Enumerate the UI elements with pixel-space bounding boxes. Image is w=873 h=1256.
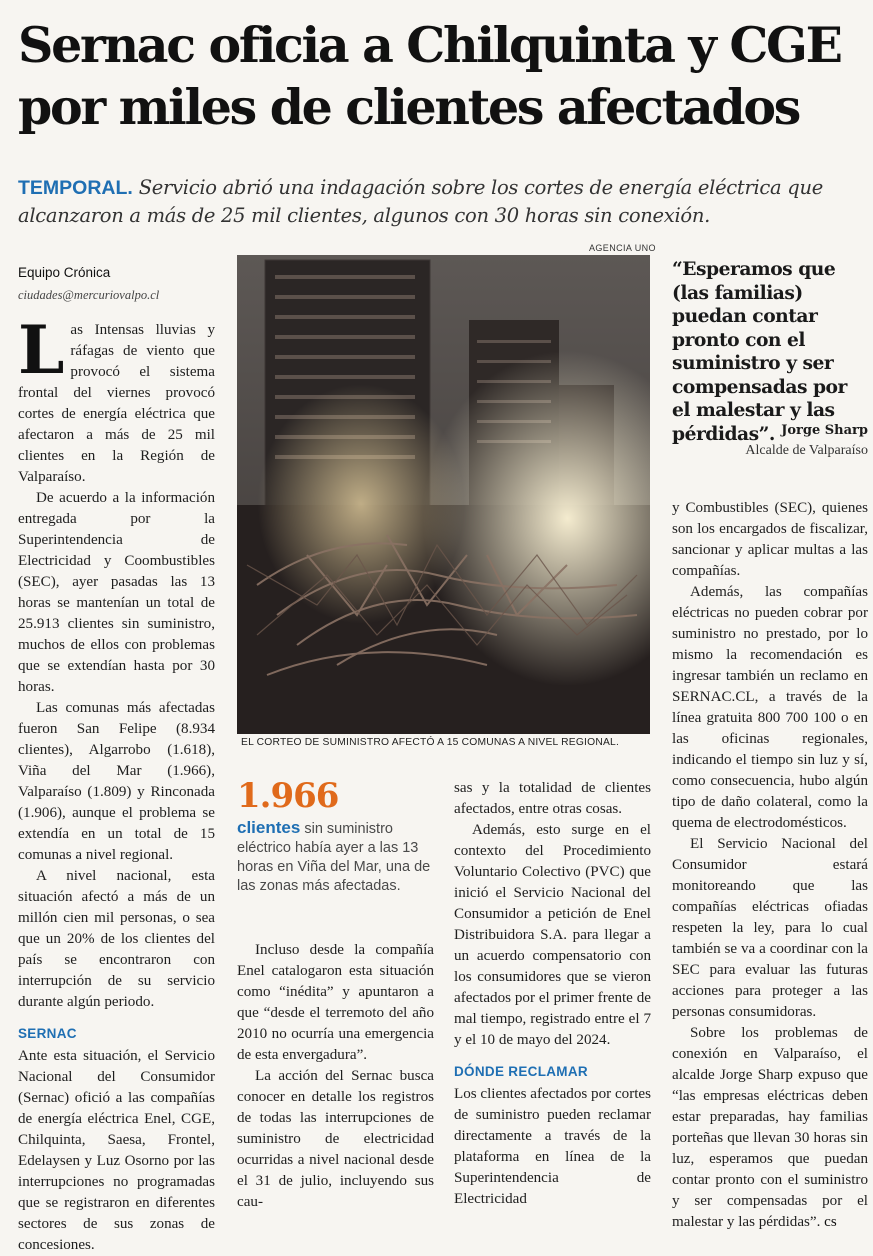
col2-paragraph-2: La acción del Sernac busca conocer en detalle los registros de todas las interrupciones de suministro de electricidad ocurridas a nivel nacional desde el 31 de julio, incluyendo sus cau-	[237, 1068, 434, 1210]
col2-paragraph-1: Incluso desde la compañía Enel catalogaron esta situación como “inédita” y apuntaron a que “desde el terremoto del año 2010 no ocurría una emergencia de esta envergadura”.	[237, 942, 434, 1063]
lead-kicker: TEMPORAL.	[18, 177, 133, 199]
quote-author: Jorge Sharp	[781, 423, 868, 438]
drop-cap: L	[18, 311, 65, 389]
headline-line-1: Sernac oficia a Chilquinta y CGE	[18, 16, 841, 74]
col1-paragraph-1	[18, 311, 215, 488]
col1-paragraph-3: Las comunas más afectadas fueron San Felipe (8.934 clientes), Algarrobo (1.618), Viña del Mar (1.966), Valparaíso (1.809) y Rinconada (1.906), aunque el problema se extendía en un total de 15 comunas a nivel regional.	[18, 700, 215, 863]
col1-paragraph-5: Ante esta situación, el Servicio Nacional del Consumidor (Sernac) ofició a las compañías de energía eléctrica Enel, CGE, Chilquinta, Saesa, Frontel, Edelaysen y Luz Osorno por las interrupciones no programadas que se registraron en diferentes sectores de sus zonas de concesiones.	[18, 1048, 215, 1253]
lead-text: Servicio abrió una indagación sobre los cortes de energía eléctrica que alcanzaron a más de 25 mil clientes, algunos con 30 horas sin conexión.	[18, 176, 823, 227]
lead-paragraph	[18, 174, 863, 230]
subhead-donde-reclamar: DÓNDE RECLAMAR	[454, 1064, 588, 1079]
stat-number: 1.966	[237, 776, 339, 816]
col4-paragraph-1: y Combustibles (SEC), quienes son los encargados de fiscalizar, sancionar y aplicar multas a las compañías.	[672, 500, 868, 579]
stat-text: sin suministro eléctrico había ayer a las 13 horas en Viña del Mar, una de las zonas más afectadas.	[237, 821, 431, 894]
col3-paragraph-3: Los clientes afectados por cortes de suministro pueden reclamar directamente a través de la plataforma en línea de la Superintendencia de Electricidad	[454, 1086, 651, 1207]
article-column-2	[237, 940, 434, 1213]
col3-paragraph-1: sas y la totalidad de clientes afectados, entre otras cosas.	[454, 780, 651, 817]
stat-label: clientes	[237, 818, 301, 837]
quote-author-role: Alcalde de Valparaíso	[745, 443, 868, 458]
article-column-1	[18, 262, 215, 1256]
news-photo	[237, 255, 650, 734]
stat-description	[237, 818, 437, 896]
byline-email: ciudades@mercuriovalpo.cl	[18, 288, 160, 302]
subhead-sernac: SERNAC	[18, 1026, 77, 1041]
end-mark: cs	[824, 1214, 837, 1230]
col4-paragraph-2: Además, las compañías eléctricas no pueden cobrar por suministro no prestado, por lo mismo la recomendación es ingresar también un reclamo en SERNAC.CL, a través de la línea gratuita 800 700 100 o en las oficinas regionales, indicando el tiempo sin luz y sí, como consecuencia, hubo algún tipo de daño colateral, como la quema de electrodomésticos.	[672, 584, 868, 831]
col4-paragraph-4	[672, 1023, 868, 1233]
headline-line-2: por miles de clientes afectados	[18, 78, 799, 136]
article-column-3	[454, 778, 651, 1210]
headline	[18, 14, 863, 138]
fallen-tree-night-photo	[237, 255, 650, 734]
col4-paragraph-3: El Servicio Nacional del Consumidor estará monitoreando que las compañías eléctricas ofiadas respeten la ley, para lo cual también se va a coordinar con la SEC para evaluar las futuras acciones para proteger a las personas consumidoras.	[672, 836, 868, 1020]
pull-quote: “Esperamos que (las familias) puedan contar pronto con el suministro y ser compensadas por el malestar y las pérdidas”.	[672, 258, 847, 445]
byline-name: Equipo Crónica	[18, 265, 111, 280]
col3-paragraph-2: Además, esto surge en el contexto del Procedimiento Voluntario Colectivo (PVC) que inició el Servicio Nacional del Consumidor a petición de Enel Distribuidora S.A. para llegar a un acuerdo compensatorio con los consumidores que se vieron afectados por el primer frente de mal tiempo, registrado entre el 7 y el 10 de mayo del 2024.	[454, 822, 651, 1048]
col1-paragraph-1-text: as Intensas lluvias y ráfagas de viento que provocó el sistema frontal del viernes provocó cortes de energía eléctrica que afectaron a más de 25 mil clientes en la Región de Valparaíso.	[18, 322, 215, 485]
col4-paragraph-4-text: Sobre los problemas de conexión en Valparaíso, el alcalde Jorge Sharp expuso que “las empresas eléctricas deben estar preparadas, hay familias porteñas que llevan 30 horas sin luz, esperamos que puedan contar pronto con el suministro y ser compensadas por el malestar y las pérdidas”.	[672, 1025, 868, 1230]
col1-paragraph-2: De acuerdo a la información entregada por la Superintendencia de Electricidad y Coombustibles (SEC), ayer pasadas las 13 horas se mantenían un total de 25.913 clientes sin suministro, muchos de ellos con problemas que se extendían hasta por 30 horas.	[18, 490, 215, 695]
photo-credit: AGENCIA UNO	[589, 243, 656, 253]
col1-paragraph-4: A nivel nacional, esta situación afectó a más de un millón cien mil personas, o sea que un 20% de los clientes del país se encontraron con interrupción de su servicio durante algún periodo.	[18, 868, 215, 1010]
article-column-4	[672, 498, 868, 1233]
photo-caption: EL CORTEO DE SUMINISTRO AFECTÓ A 15 COMUNAS A NIVEL REGIONAL.	[241, 737, 620, 748]
